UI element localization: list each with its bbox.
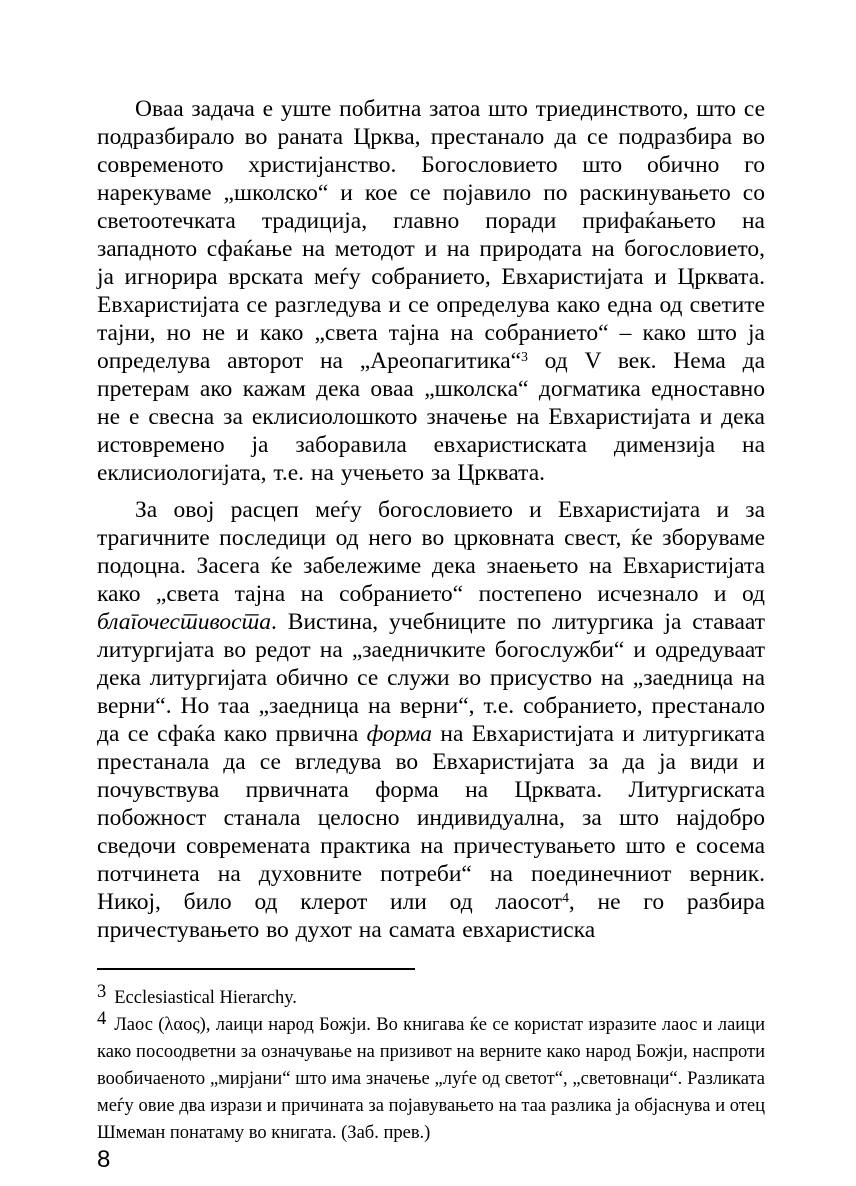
text-segment: благочестивоста	[97, 609, 272, 635]
text-segment: Лаос (λαος), лаици народ Божји. Во книгава ќе се користат изразите лаос и лаици како посоодветни за означување на призивот на верните како народ Божји, наспроти вообичаеното „мирјани“ што има значење „луѓе од светот“, „световнаци“. Разликата меѓу овие два изрази и причината за појавувањето на таа разлика ја објаснува и отец Шмеман понатаму во книгата. (Заб. прев.)	[97, 1015, 765, 1143]
footnote-4-marker: 4	[97, 1008, 107, 1029]
footnote-3	[97, 981, 765, 1012]
text-segment: на Евхаристијата и литургиката престанала да се вгледува во Евхаристијата за да ја види и почувствува првичната форма на Црквата. Литургиската побожност станала целосно индивидуална, за што најдобро сведочи современата практика на причестувањето што е сосема потчинета на духовните потреби“ на поединечниот верник. Никој, било од клерот или од лаосот	[97, 721, 765, 915]
paragraph-1	[97, 95, 765, 487]
footnote-ref: 4	[562, 889, 569, 905]
footnote-3-text	[114, 988, 297, 1008]
text-segment: од V век. Нема да претерам ако кажам дека оваа „школска“ догматика едноставно не е свесна за еклисиолошкото значење на Евхаристијата и дека истовремено ја заборавила евхаристиската димензија на еклисиологијата, т.е. на учењето за Црквата.	[97, 348, 766, 486]
footnote-4	[97, 1008, 765, 1147]
body-text	[97, 95, 765, 944]
footnote-3-marker: 3	[97, 981, 107, 1002]
text-segment: Оваа задача е уште побитна затоа што триединството, што се подразбирало во раната Црква, престанало да се подразбира во современото христијанство. Богословието што обично го нарекуваме „школско“ и кое се појавило по раскинувањето со светоотечката традиција, главно поради прифаќањето на западното сфаќање на методот и на природата на богословието, ја игнорира врската меѓу собранието, Евхаристијата и Црквата. Евхаристијата се разгледува и се определува како една од светите тајни, но не и како „света тајна на собранието“ – како што ја определува авторот на „Ареопагитика“	[97, 96, 765, 374]
text-segment: форма	[366, 721, 433, 747]
page-number: 8	[97, 1146, 111, 1173]
footnote-4-text	[97, 1015, 765, 1143]
text-segment: За овој расцеп меѓу богословието и Евхаристијата и за трагичните последици од него во црковната свест, ќе зборуваме подоцна. Засега ќе забележиме дека знаењето на Евхаристијата како „света тајна на собранието“ постепено исчезнало и од	[97, 497, 765, 607]
paragraph-2	[97, 496, 765, 944]
footnote-separator-rule	[97, 968, 415, 970]
text-segment: Ecclesiastical Hierarchy.	[114, 988, 297, 1008]
text-segment: . Вистина, учебниците по литургика ја ставаат литургијата во редот на „заедничките богослужби“ и одредуваат дека литургијата обично се служи во присуство на „заедница на верни“. Но таа „заедница на верни“, т.е. собранието, престанало да се сфаќа како првична	[97, 609, 765, 747]
footnotes-section	[97, 959, 765, 1147]
text-segment: , не го разбира причестувањето во духот на самата евхаристиска	[97, 889, 765, 943]
footnote-ref: 3	[521, 348, 528, 364]
